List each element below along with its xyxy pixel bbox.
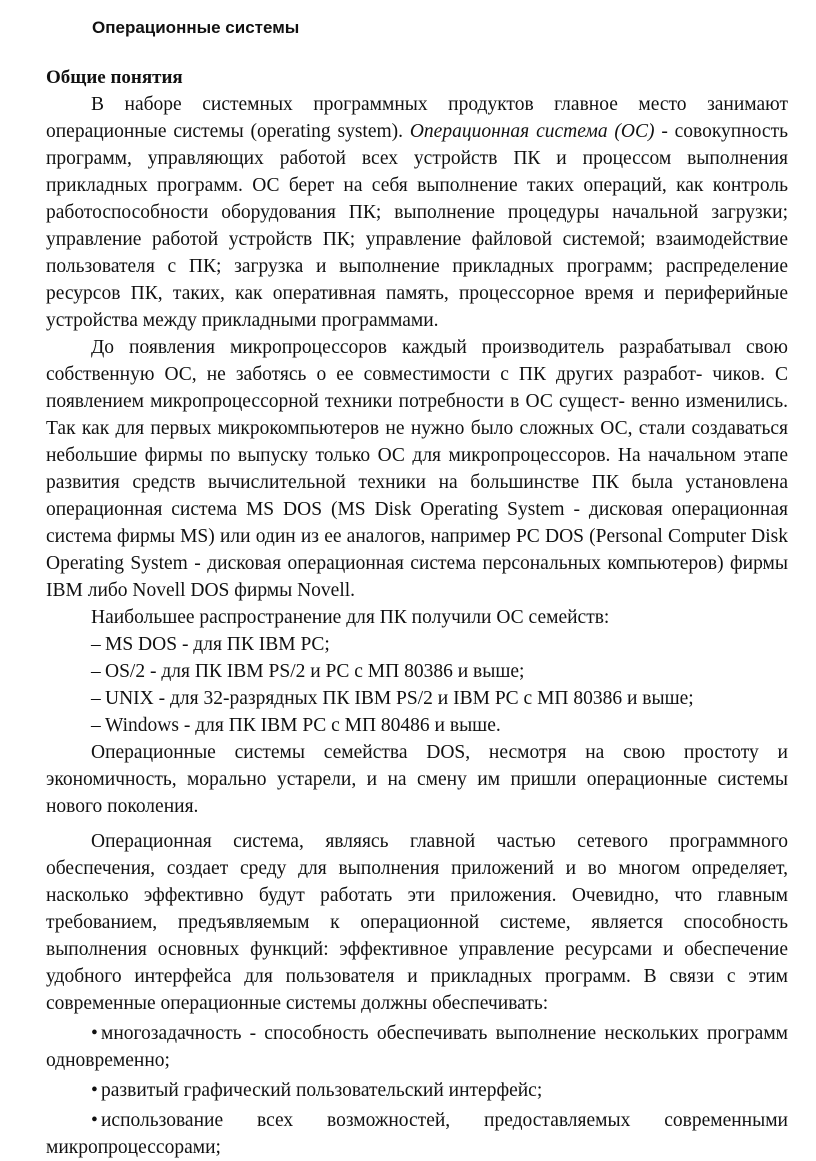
list-item — [46, 658, 788, 685]
list-item — [46, 631, 788, 658]
paragraph-text: - совокупность программ, управляющих работой всех устройств ПК и процессом выполнения прикладных программ. ОС берет на себя выполнение таких операций, как контроль работоспособности оборудования ПК; выполнение процедуры начальной загрузки; управление работой устройств ПК; управление файловой системой; взаимодействие пользователя с ПК; загрузка и выполнение прикладных программ; распределение ресурсов ПК, таких, как оперативная память, процессорное время и периферийные устройства между прикладными программами. — [46, 121, 788, 331]
list-item-text: многозадачность - способность обеспечивать выполнение нескольких программ одновременно; — [46, 1023, 788, 1071]
dash-marker: – — [91, 715, 101, 736]
requirements-list — [46, 1020, 788, 1161]
dash-marker: – — [91, 688, 101, 709]
list-item — [46, 712, 788, 739]
list-item-text: Windows - для ПК IBM PC с МП 80486 и выше. — [105, 715, 501, 736]
list-item-text: UNIX - для 32-разрядных ПК IBM PS/2 и IBM PC с МП 80386 и выше; — [105, 688, 694, 709]
paragraph-text: В наборе системных программных продуктов главное место занимают операционные системы (operating system). — [46, 94, 788, 142]
section-heading: Общие понятия — [46, 67, 183, 88]
list-item — [46, 1077, 788, 1104]
paragraph-os-role: Операционная система, являясь главной частью сетевого программного обеспечения, создает среду для выполнения приложений и во многом определяет, насколько эффективно будут работать эти приложения. Очевидно, что главным требованием, предъявляемым к операционной системе, является способность выполнения основных функций: эффективное управление ресурсами и обеспечение удобного интерфейса для пользователя и прикладных программ. В связи с этим современные операционные системы должны обеспечивать: — [46, 831, 788, 1014]
bullet-marker: • — [91, 1023, 98, 1044]
paragraph-os-definition — [46, 91, 788, 334]
os-term: Операционная система (ОС) — [409, 121, 655, 142]
list-item — [46, 685, 788, 712]
bullet-marker: • — [91, 1080, 98, 1101]
paragraph-history: До появления микропроцессоров каждый производитель разрабатывал свою собственную ОС, не заботясь о ее совместимости с ПК других разработ- чиков. С появлением микропроцессорной техники потребности в ОС сущест- венно изменились. Так как для первых микрокомпьютеров не нужно было сложных ОС, стали создаваться небольшие фирмы по выпуску только ОС для микропроцессоров. На начальном этапе развития средств вычислительной техники на большинстве ПК была установлена операционная система MS DOS (MS Disk Operating System - дисковая операционная система фирмы MS) или один из ее аналогов, например PC DOS (Personal Computer Disk Operating System - дисковая операционная система персональных компьютеров) фирмы IBM либо Novell DOS фирмы Novell. — [46, 337, 788, 601]
dash-marker: – — [91, 634, 101, 655]
document-title: Операционные системы — [92, 18, 300, 37]
document-page — [46, 10, 788, 1161]
list-item — [46, 1020, 788, 1074]
paragraph-families-intro: Наибольшее распространение для ПК получили ОС семейств: — [91, 607, 610, 628]
os-families-list — [46, 631, 788, 739]
paragraph-dos-obsolete: Операционные системы семейства DOS, несмотря на свою простоту и экономичность, морально устарели, и на смену им пришли операционные системы нового поколения. — [46, 742, 788, 817]
list-item — [46, 1107, 788, 1161]
list-item-text: использование всех возможностей, предоставляемых современными микропроцессорами; — [46, 1110, 788, 1158]
dash-marker: – — [91, 661, 101, 682]
bullet-marker: • — [91, 1110, 98, 1131]
list-item-text: развитый графический пользовательский интерфейс; — [101, 1080, 543, 1101]
list-item-text: MS DOS - для ПК IBM PC; — [105, 634, 330, 655]
list-item-text: OS/2 - для ПК IBM PS/2 и PC с МП 80386 и выше; — [105, 661, 525, 682]
